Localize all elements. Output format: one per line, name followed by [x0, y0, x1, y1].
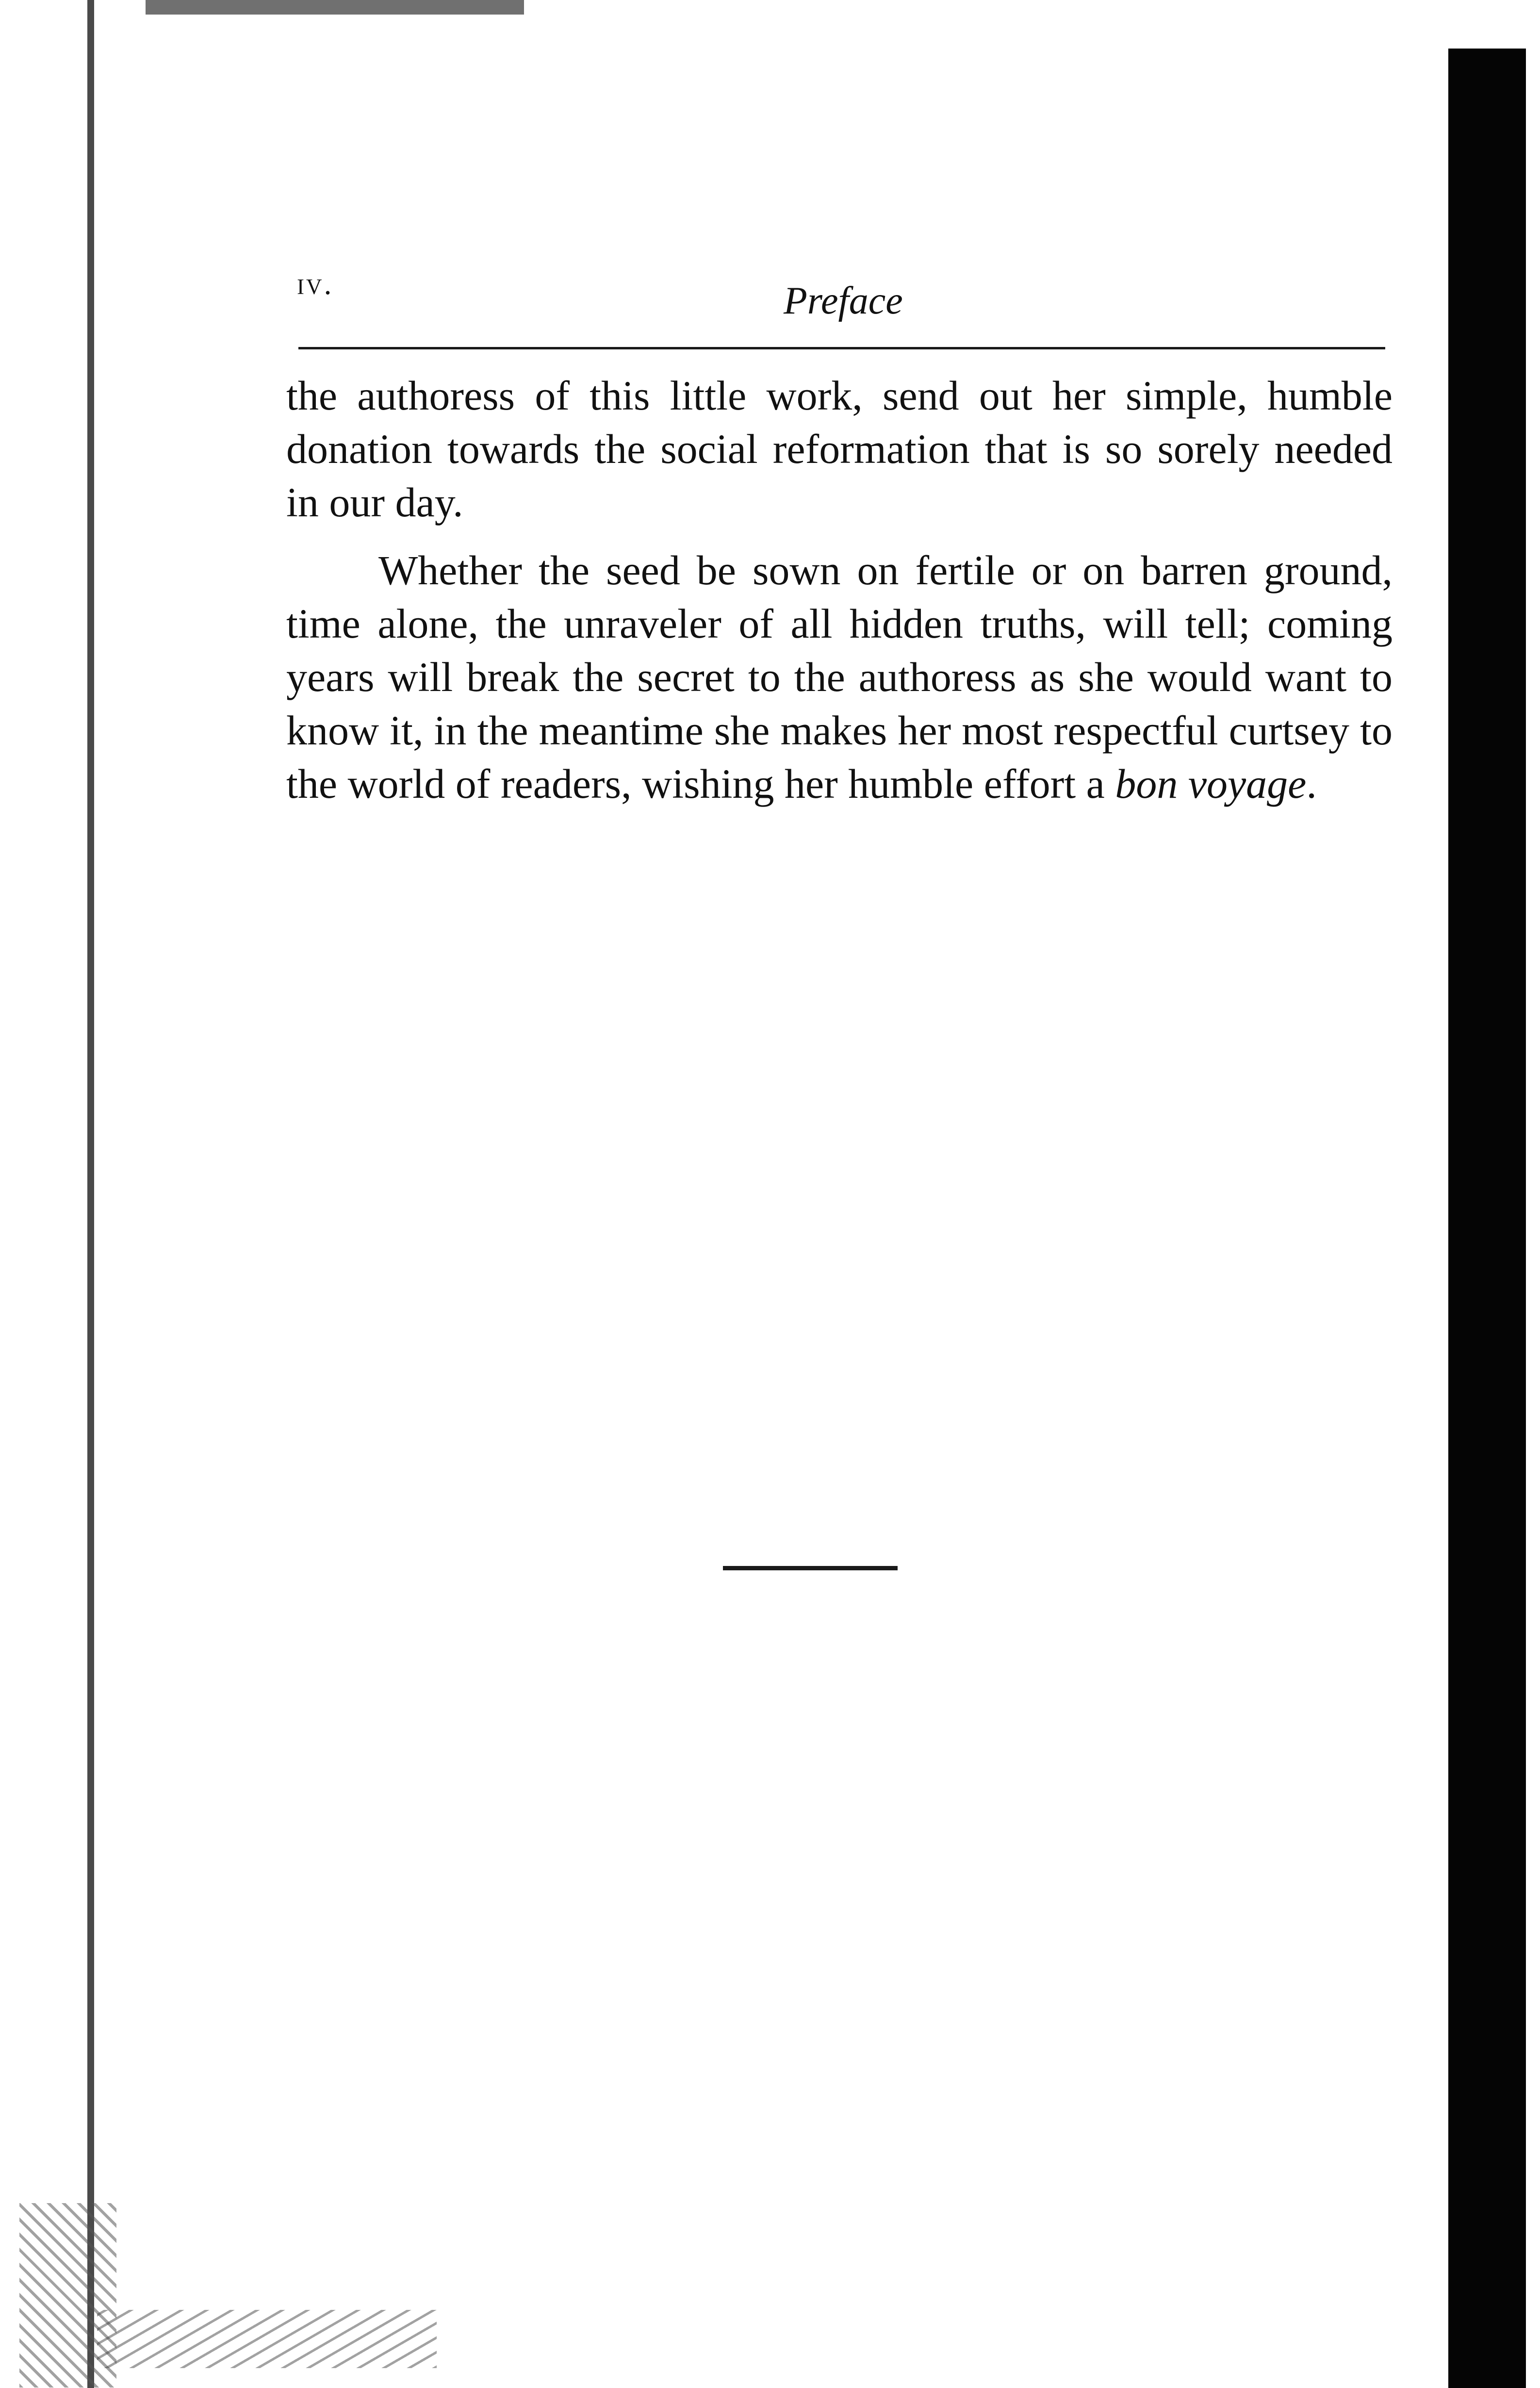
scan-binding-edge	[87, 0, 94, 2388]
paragraph	[286, 543, 1393, 810]
body-text	[286, 369, 1393, 810]
section-end-rule	[723, 1566, 898, 1570]
header-rule	[298, 347, 1385, 349]
paragraph: the authoress of this little work, send out her simple, humble donation towards the social reformation that is so sorely needed in our day.	[286, 372, 1393, 526]
italic-phrase: bon voyage	[1115, 760, 1307, 807]
scan-speckle-bottom	[97, 2310, 437, 2368]
running-head: Preface	[784, 280, 903, 322]
scan-smudge-top	[146, 0, 524, 15]
page-number: iv.	[297, 266, 334, 301]
paragraph-text: Whether the seed be sown on fertile or on barren ground, time alone, the unraveler of all hidden truths, will tell; coming years will break the secret to the authoress as she would want to know it, in the meantime she makes her most respectful curtsey to the world of readers, wishing her humble effort a	[286, 547, 1393, 807]
paragraph-end: .	[1306, 760, 1317, 807]
scan-dark-margin	[1448, 49, 1526, 2388]
